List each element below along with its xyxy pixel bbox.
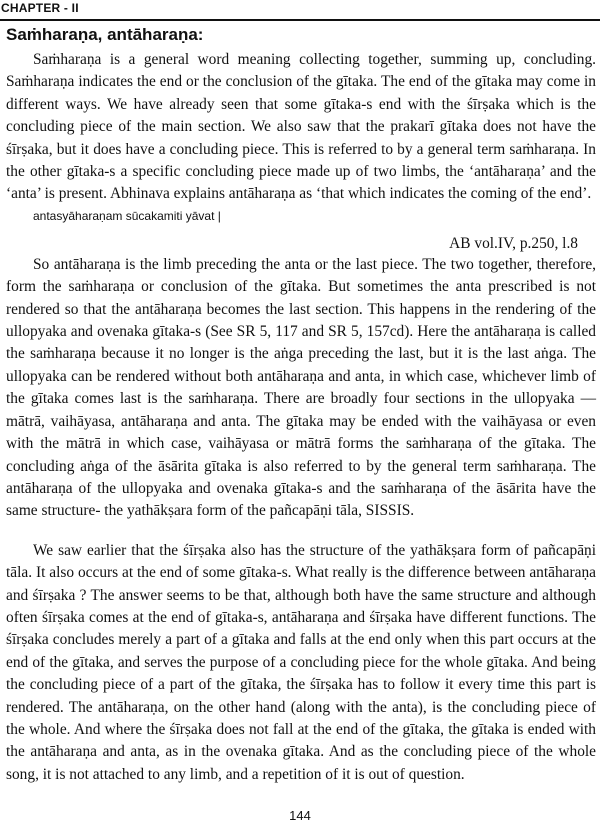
page-number: 144 bbox=[289, 808, 311, 823]
section-heading: Saṁharaṇa, antāharaṇa: bbox=[6, 25, 204, 44]
sanskrit-quote: antasyāharaṇam sūcakamiti yāvat | bbox=[33, 208, 221, 223]
paragraph-2: So antāharaṇa is the limb preceding the anta or the last piece. The two together, therefore, form the saṁharaṇa or conclusion of the gītaka. But sometimes the anta prescribed is not rendered so that the antāharaṇa becomes the last section. This happens in the rendering of the ullopyaka and ovenaka gītaka-s (See SR 5, 117 and SR 5, 157cd). Here the antāharaṇa is called the saṁharaṇa because it no longer is the aṅga preceding the last, but it is the last aṅga. The ullopyaka can be rendered without both antāharaṇa and anta, in which case, whichever limb of the gītaka comes last is the saṁharaṇa. There are broadly four sections in the ullopyaka — mātrā, vaihāyasa, antāharaṇa and anta. The gītaka may be ended with the vaihāyasa or even with the mātrā in which case, vaihāyasa or mātrā forms the saṁharaṇa of the gītaka. The concluding aṅga of the āsārita gītaka is also referred to by the general term saṁharaṇa. The antāharaṇa of the ullopyaka and ovenaka gītaka-s and the saṁharaṇa of the āsārita have the same structure- the yathākṣara form of the pañcapāṇi tāla, SISSIS. bbox=[6, 255, 596, 520]
paragraph-1: Saṁharaṇa is a general word meaning collecting together, summing up, concluding. Saṁharaṇa indicates the end or the conclusion of the gītaka. The end of the gītaka may come in different ways. We have already seen that some gītaka-s end with the śīrṣaka which is the concluding piece of the main section. We also saw that the prakarī gītaka does not have the śīrṣaka, but it does have a concluding piece. This is referred to by a general term saṁharaṇa. In the other gītaka-s a specific concluding piece made up of two limbs, the ‘antāharaṇa’ and the ‘anta’ is present. Abhinava explains antāharaṇa as ‘that which indicates the coming of the end’. bbox=[6, 51, 596, 203]
chapter-header: CHAPTER - II bbox=[1, 1, 79, 15]
page-body bbox=[6, 49, 596, 786]
paragraph-gap bbox=[6, 523, 596, 540]
paragraph-3: We saw earlier that the śīrṣaka also has the structure of the yathākṣara form of pañcapāṇi tāla. It also occurs at the end of some gītaka-s. What really is the difference between antāharaṇa and śīrṣaka ? The answer seems to be that, although both have the same structure and although often śīrṣaka comes at the end of gītaka-s, antāharaṇa and śīrṣaka have different functions. The śīrṣaka concludes merely a part of a gītaka and falls at the end only when this part occurs at the end of the gītaka, and serves the purpose of a concluding piece for the whole gītaka. And being the concluding piece of a part of the gītaka, the śīrṣaka has to follow it every time this part is rendered. The antāharaṇa, on the other hand (along with the anta), is the concluding piece of the whole. And where the śīrṣaka does not fall at the end of the gītaka, the gītaka is ended with the antāharaṇa and anta, as in the ovenaka gītaka. And as the concluding piece of the whole song, it is not attached to any limb, and a repetition of it is out of question. bbox=[6, 541, 596, 783]
header-rule bbox=[0, 19, 600, 21]
citation: AB vol.IV, p.250, l.8 bbox=[449, 234, 578, 252]
